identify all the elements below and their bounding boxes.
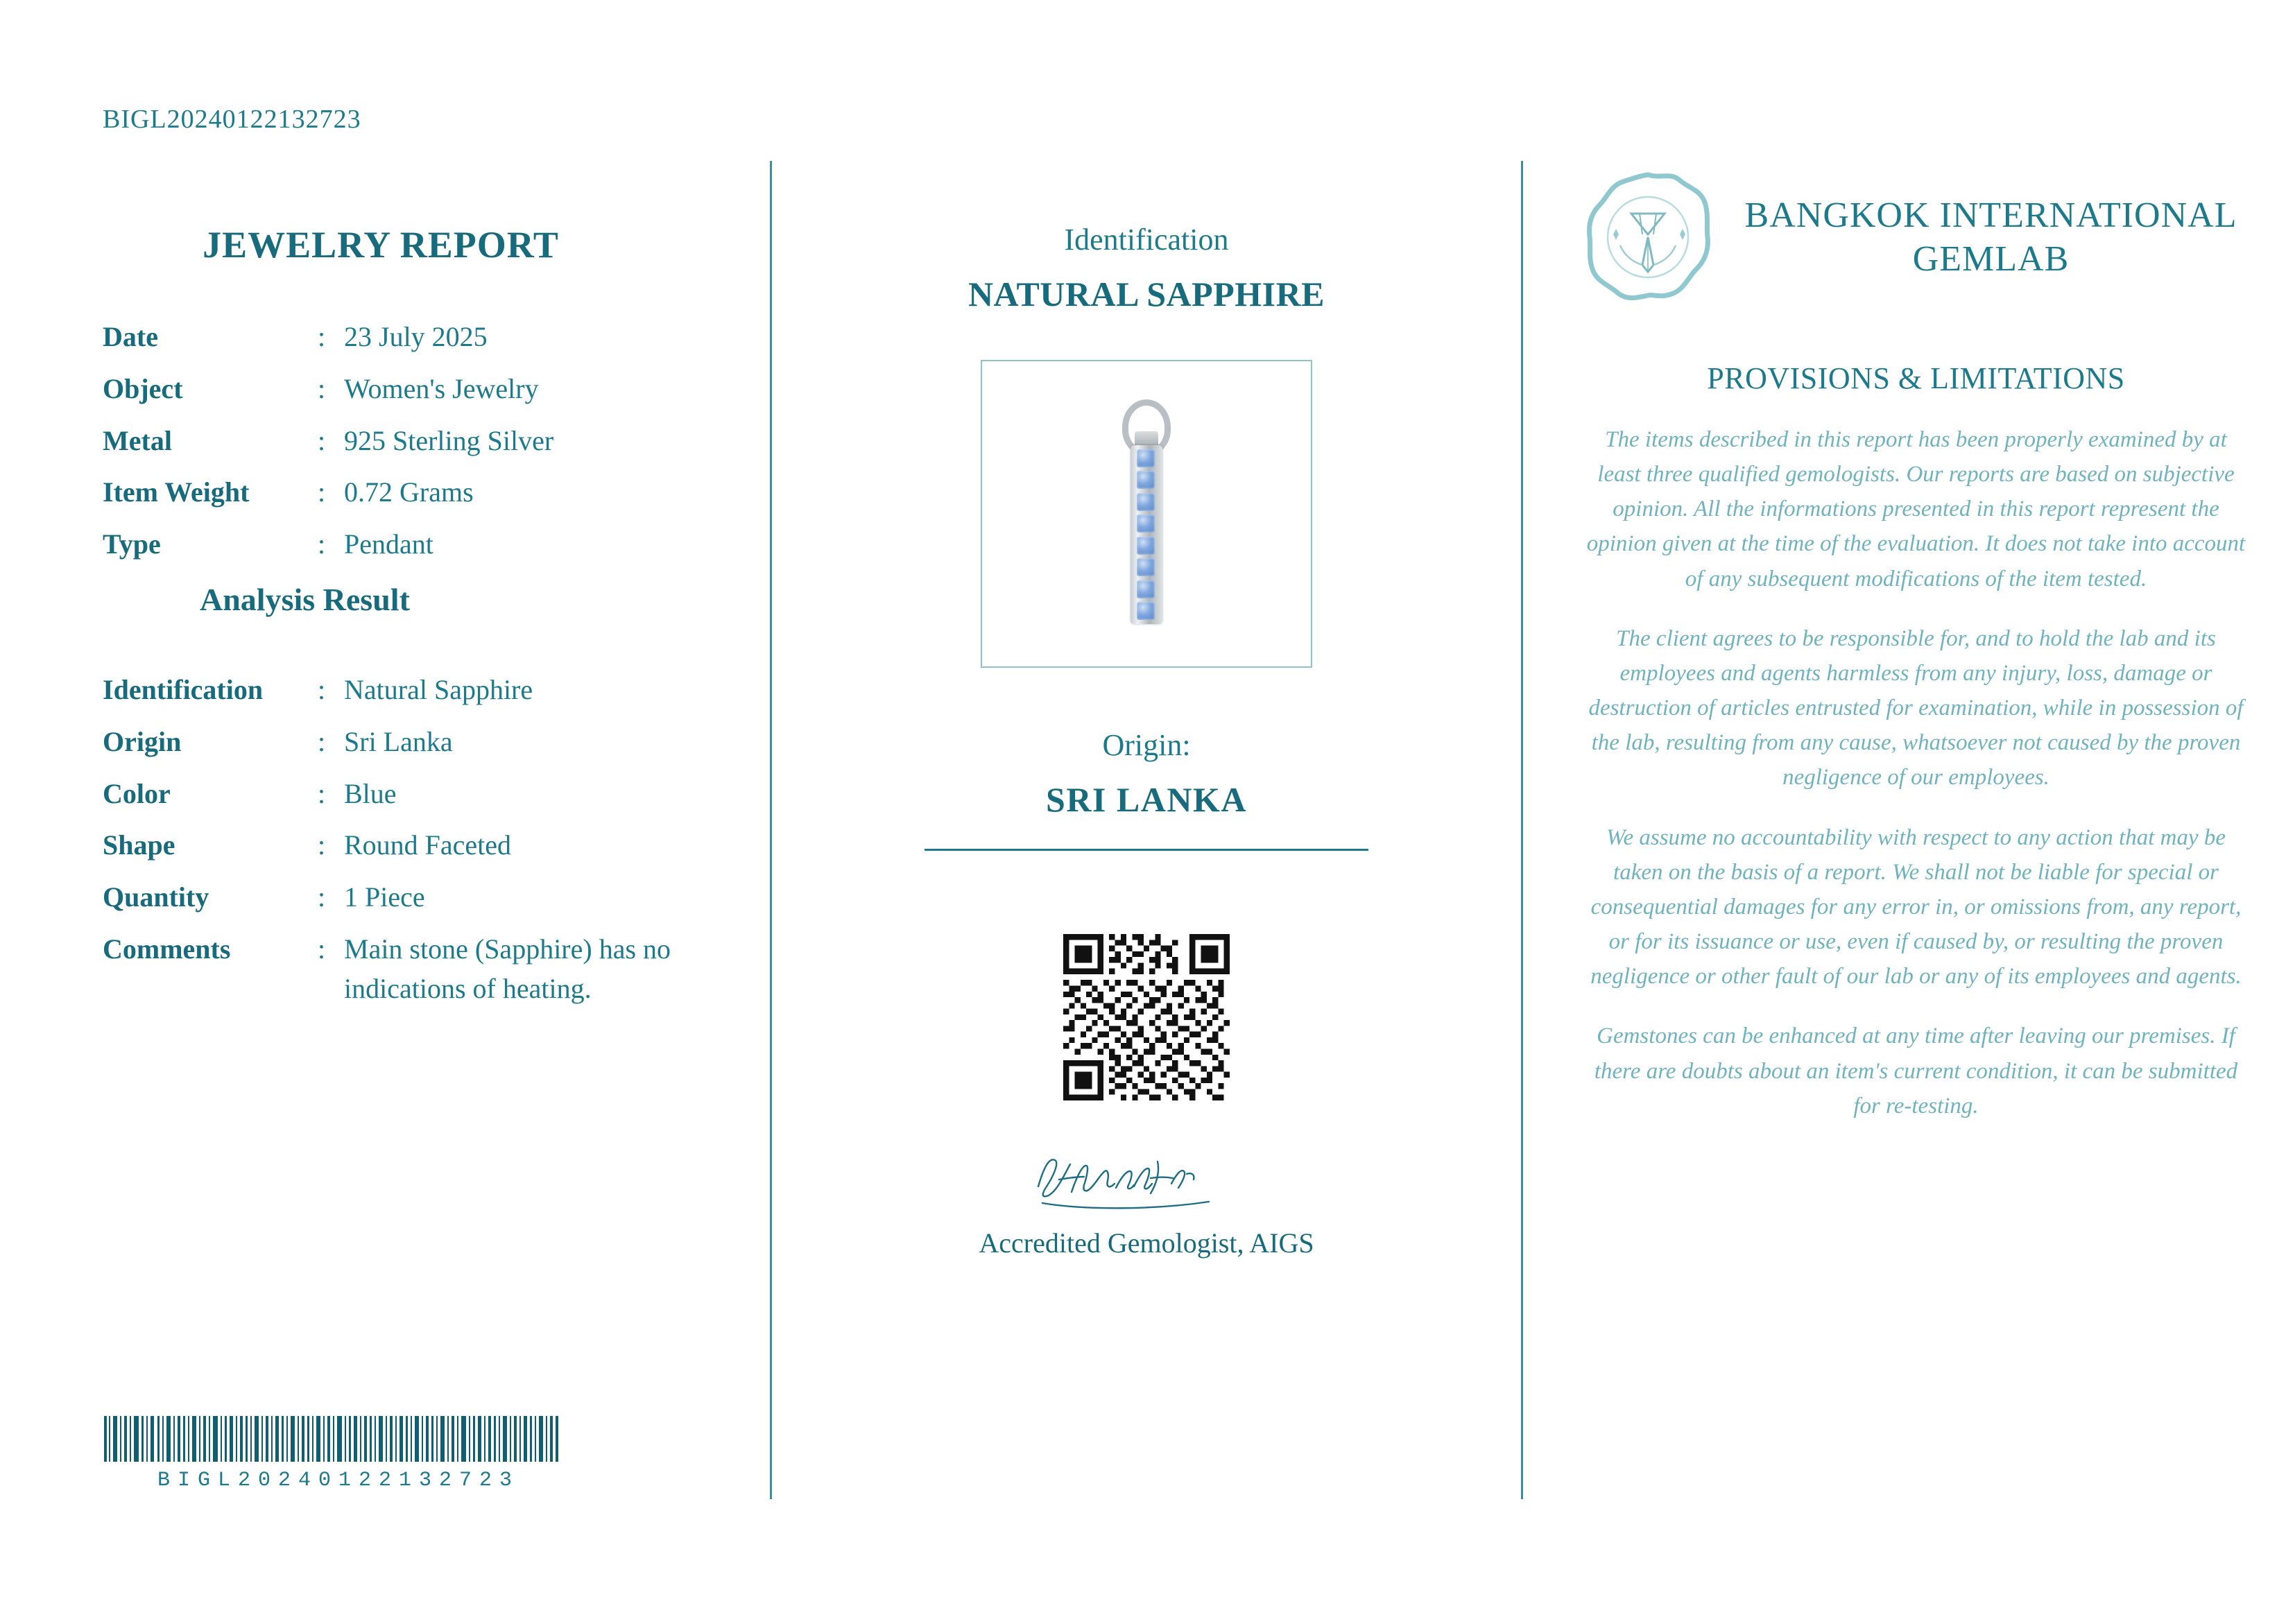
field-label: Origin: [103, 725, 182, 757]
stone: [1137, 471, 1155, 489]
summary-fields: [103, 318, 770, 564]
field-label: Item Weight: [103, 476, 250, 508]
field-label: Comments: [103, 933, 231, 965]
table-row: [103, 930, 756, 1009]
pendant-image: [1112, 399, 1181, 628]
field-colon: :: [318, 476, 326, 508]
stone: [1137, 515, 1155, 533]
field-label: Identification: [103, 673, 264, 705]
table-row: [103, 723, 756, 762]
provisions-body: [1579, 422, 2253, 1123]
field-colon: :: [318, 424, 326, 456]
identification-label: Identification: [1064, 223, 1229, 257]
field-value: Blue: [344, 777, 397, 809]
field-value: 1 Piece: [344, 881, 425, 913]
table-row: [103, 878, 756, 917]
analysis-fields: [103, 671, 770, 1009]
field-colon: :: [318, 881, 326, 913]
field-value: Natural Sapphire: [344, 673, 533, 705]
field-value: Main stone (Sapphire) has no indications of heating.: [344, 933, 671, 1004]
field-colon: :: [318, 829, 326, 861]
field-row: [103, 318, 742, 357]
field-label: Object: [103, 372, 183, 404]
gemlab-logo-icon: [1579, 168, 1717, 306]
stone: [1137, 537, 1155, 555]
signature-image: [1029, 1143, 1264, 1220]
sapphire-stones: [1137, 449, 1156, 620]
field-colon: :: [318, 372, 326, 404]
stone: [1137, 602, 1155, 620]
stone: [1137, 580, 1155, 598]
field-row: [103, 473, 742, 512]
field-value: Women's Jewelry: [344, 372, 539, 404]
field-value: Pendant: [344, 528, 433, 560]
field-colon: :: [318, 933, 326, 965]
barcode-block: [103, 1416, 574, 1492]
stone: [1137, 558, 1155, 576]
barcode-number: BIGL20240122132723: [157, 1469, 520, 1492]
provisions-paragraph: We assume no accountability with respect to any action that may be taken on the basis of a report. We shall not be liable for special or consequential damages for any error in, or omissions from, any report, or for its issuance or use, even if caused by, or resulting the proven negligence or other fault of our lab or any of its employees and agents.: [1590, 824, 2242, 990]
origin-label: Origin:: [1102, 728, 1191, 762]
field-label: Quantity: [103, 881, 209, 913]
identification-value: NATURAL SAPPHIRE: [968, 275, 1325, 313]
field-label: Color: [103, 777, 171, 809]
field-colon: :: [318, 673, 326, 705]
field-value: 0.72 Grams: [344, 476, 474, 508]
provisions-paragraph: The client agrees to be responsible for, and to hold the lab and its employees and agents harmless from any injury, loss, damage or destruction of articles entrusted for examination, while in possession of the lab, resulting from any cause, whatsoever not caused by the proven negligence of our employees.: [1588, 625, 2244, 791]
table-row: [103, 671, 756, 710]
stone: [1137, 449, 1155, 467]
page-title: JEWELRY REPORT: [203, 224, 559, 266]
table-row: [103, 775, 756, 814]
table-row: [103, 826, 756, 865]
field-colon: :: [318, 321, 326, 352]
report-id: BIGL20240122132723: [103, 105, 361, 134]
field-value: 925 Sterling Silver: [344, 424, 554, 456]
right-column: [1523, 161, 2295, 1499]
field-colon: :: [318, 528, 326, 560]
analysis-result-heading: Analysis Result: [200, 581, 410, 617]
field-label: Date: [103, 321, 158, 352]
qr-code[interactable]: [1063, 934, 1230, 1100]
field-value: Sri Lanka: [344, 725, 453, 757]
field-label: Shape: [103, 829, 175, 861]
brand-name: BANGKOK INTERNATIONAL GEMLAB: [1744, 195, 2237, 279]
field-colon: :: [318, 777, 326, 809]
provisions-paragraph: The items described in this report has been properly examined by at least three qualified gemologists. Our reports are based on subjective opinion. All the informations presented in this report represent the opinion given at the time of the evaluation. It does not take into account of any subsequent modifications of the item tested.: [1586, 427, 2246, 591]
signature-caption: Accredited Gemologist, AIGS: [979, 1227, 1314, 1259]
field-row: [103, 370, 742, 409]
field-label: Type: [103, 528, 161, 560]
left-column: [0, 161, 770, 1499]
middle-column: [772, 161, 1521, 1499]
field-row: [103, 525, 742, 564]
field-label: Metal: [103, 424, 172, 456]
provisions-title: PROVISIONS & LIMITATIONS: [1707, 361, 2125, 395]
stone: [1137, 493, 1155, 511]
provisions-paragraph: Gemstones can be enhanced at any time after leaving our premises. If there are doubts about an item's current condition, it can be submitted for re-testing.: [1594, 1023, 2238, 1118]
field-colon: :: [318, 725, 326, 757]
field-value: 23 July 2025: [344, 321, 488, 352]
brand-header: [1579, 168, 2253, 306]
middle-rule: [925, 849, 1368, 851]
barcode-icon: [103, 1416, 560, 1462]
field-value: Round Faceted: [344, 829, 512, 861]
gem-photo-frame: [981, 360, 1312, 668]
field-row: [103, 422, 742, 461]
content-columns: [0, 161, 2295, 1499]
origin-value: SRI LANKA: [1046, 780, 1247, 819]
